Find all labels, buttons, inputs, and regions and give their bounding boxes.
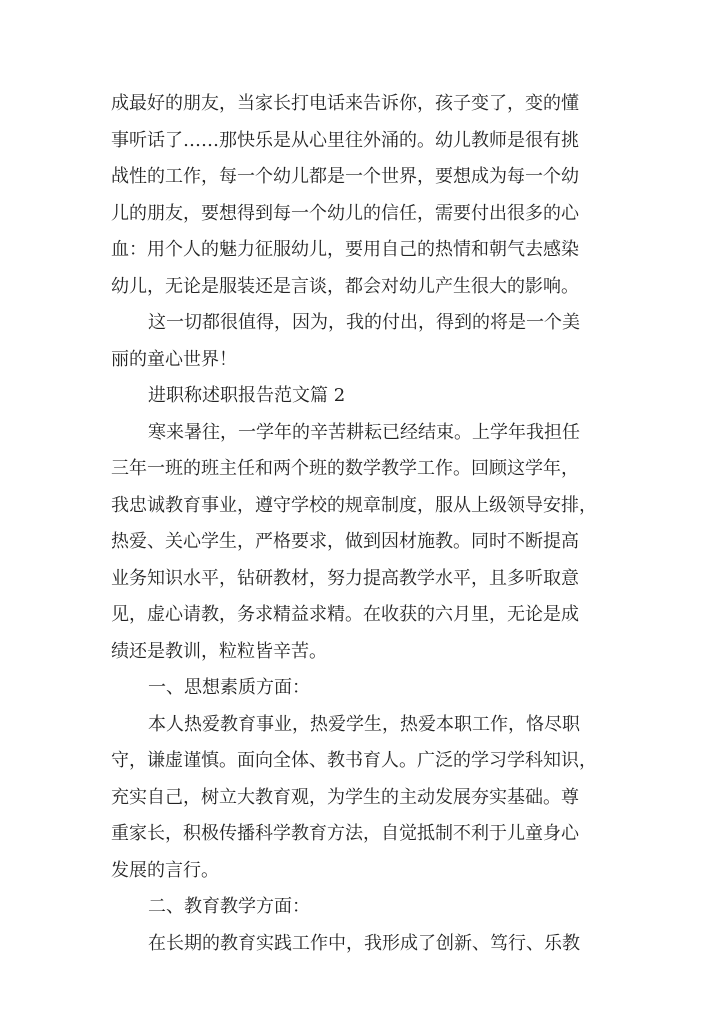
text-line: 成最好的朋友，当家长打电话来告诉你，孩子变了，变的懂 [111,93,579,114]
text-line: 充实自己，树立大教育观，为学生的主动发展夯实基础。尊 [111,786,579,808]
text-line: 我忠诚教育事业，遵守学校的规章制度，服从上级领导安排， [111,494,597,516]
text-line: 幼儿，无论是服装还是言谈，都会对幼儿产生很大的影响。 [111,275,579,297]
text-line: 儿的朋友，要想得到每一个幼儿的信任，需要付出很多的心 [111,202,579,224]
text-line: 重家长，积极传播科学教育方法，自觉抵制不利于儿童身心 [111,823,579,844]
section-title: 进职称述职报告范文篇 2 [148,385,346,406]
text-line: 血：用个人的魅力征服幼儿，要用自己的热情和朝气去感染 [111,239,579,260]
text-line: 发展的言行。 [111,859,219,881]
text-line: 事听话了……那快乐是从心里往外涌的。幼儿教师是很有挑 [111,129,579,151]
text-line: 丽的童心世界！ [111,348,237,370]
text-line: 三年一班的班主任和两个班的数学教学工作。回顾这学年， [111,458,579,479]
paragraph-start: 在长期的教育实践工作中，我形成了创新、笃行、乐教 [148,932,580,954]
text-line: 见，虚心请教，务求精益求精。在收获的六月里，无论是成 [111,604,579,625]
text-line: 绩还是教训，粒粒皆辛苦。 [111,640,327,662]
text-line: 战性的工作，每一个幼儿都是一个世界，要想成为每一个幼 [111,166,579,187]
text-line: 守，谦虚谨慎。面向全体、教书育人。广泛的学习学科知识， [111,750,597,771]
paragraph-start: 本人热爱教育事业，热爱学生，热爱本职工作，恪尽职 [148,713,580,735]
text-line: 业务知识水平，钻研教材，努力提高教学水平，且多听取意 [111,567,579,589]
text-line: 热爱、关心学生，严格要求，做到因材施教。同时不断提高 [111,531,579,552]
document-body [111,86,611,962]
subsection-heading: 一、思想素质方面： [148,677,310,698]
subsection-heading: 二、教育教学方面： [148,896,310,917]
paragraph-start: 这一切都很值得，因为，我的付出，得到的将是一个美 [148,312,580,333]
paragraph-start: 寒来暑往，一学年的辛苦耕耘已经结束。上学年我担任 [148,421,580,443]
